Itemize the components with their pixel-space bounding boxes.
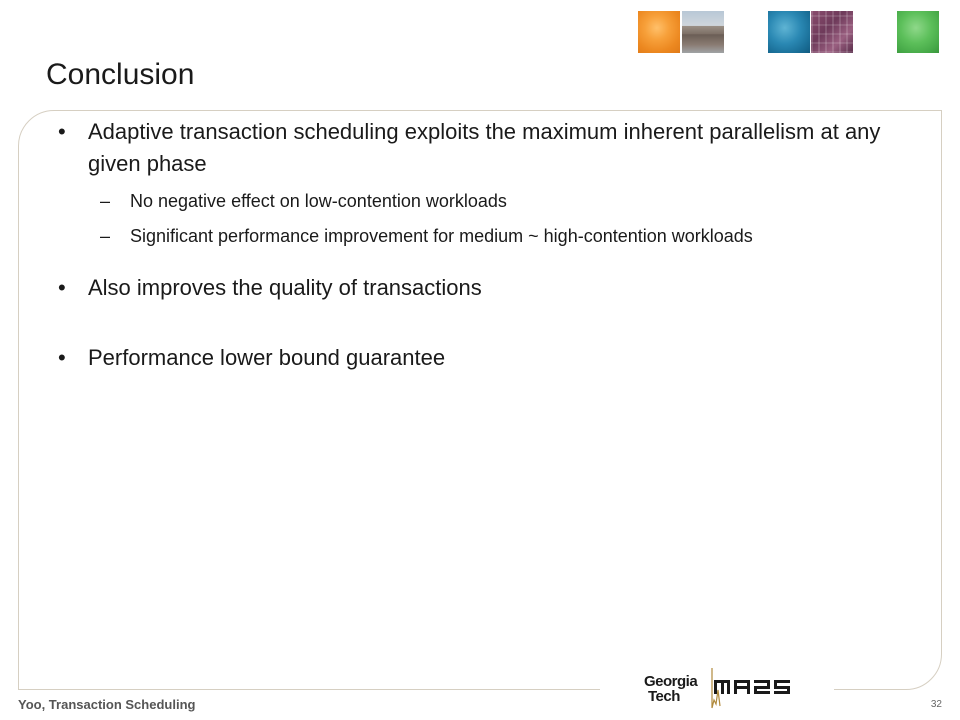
bullet-text: Adaptive transaction scheduling exploits the maximum inherent parallelism at any given phase <box>88 119 881 176</box>
bullet-item <box>58 342 898 374</box>
campus-photo-tile <box>682 11 724 53</box>
bullet-text: Performance lower bound guarantee <box>88 345 446 370</box>
sub-bullet-item <box>88 188 898 215</box>
bullet-marker: • <box>58 119 66 144</box>
green-tile-image <box>897 11 939 53</box>
sub-bullet-marker: – <box>100 226 111 246</box>
bullet-item <box>58 272 898 304</box>
bullet-item <box>58 116 898 180</box>
georgia-tech-mars-logo <box>600 660 834 714</box>
georgia-tech-wordmark <box>644 674 697 704</box>
logo-line-tech: Tech <box>648 688 680 705</box>
bullet-marker: • <box>58 275 66 300</box>
bullet-text: Also improves the quality of transactions <box>88 275 482 300</box>
circuit-photo-tile <box>811 11 853 53</box>
sub-bullet-text: Significant performance improvement for medium ~ high-contention workloads <box>130 226 753 246</box>
mars-lab-logo-icon <box>714 680 794 696</box>
blue-tile-image <box>768 11 810 53</box>
page-number: 32 <box>930 699 942 710</box>
sub-bullet-list <box>88 188 898 250</box>
sub-bullet-item <box>88 223 898 250</box>
sub-bullet-marker: – <box>100 191 111 211</box>
orange-tile-image <box>638 11 680 53</box>
logo-line-georgia: Georgia <box>644 673 698 690</box>
bullet-marker: • <box>58 345 66 370</box>
bullet-list <box>58 116 898 374</box>
footer-author-title: Yoo, Transaction Scheduling <box>18 697 201 713</box>
slide-title: Conclusion <box>46 58 195 91</box>
sub-bullet-text: No negative effect on low-contention workloads <box>130 191 507 211</box>
